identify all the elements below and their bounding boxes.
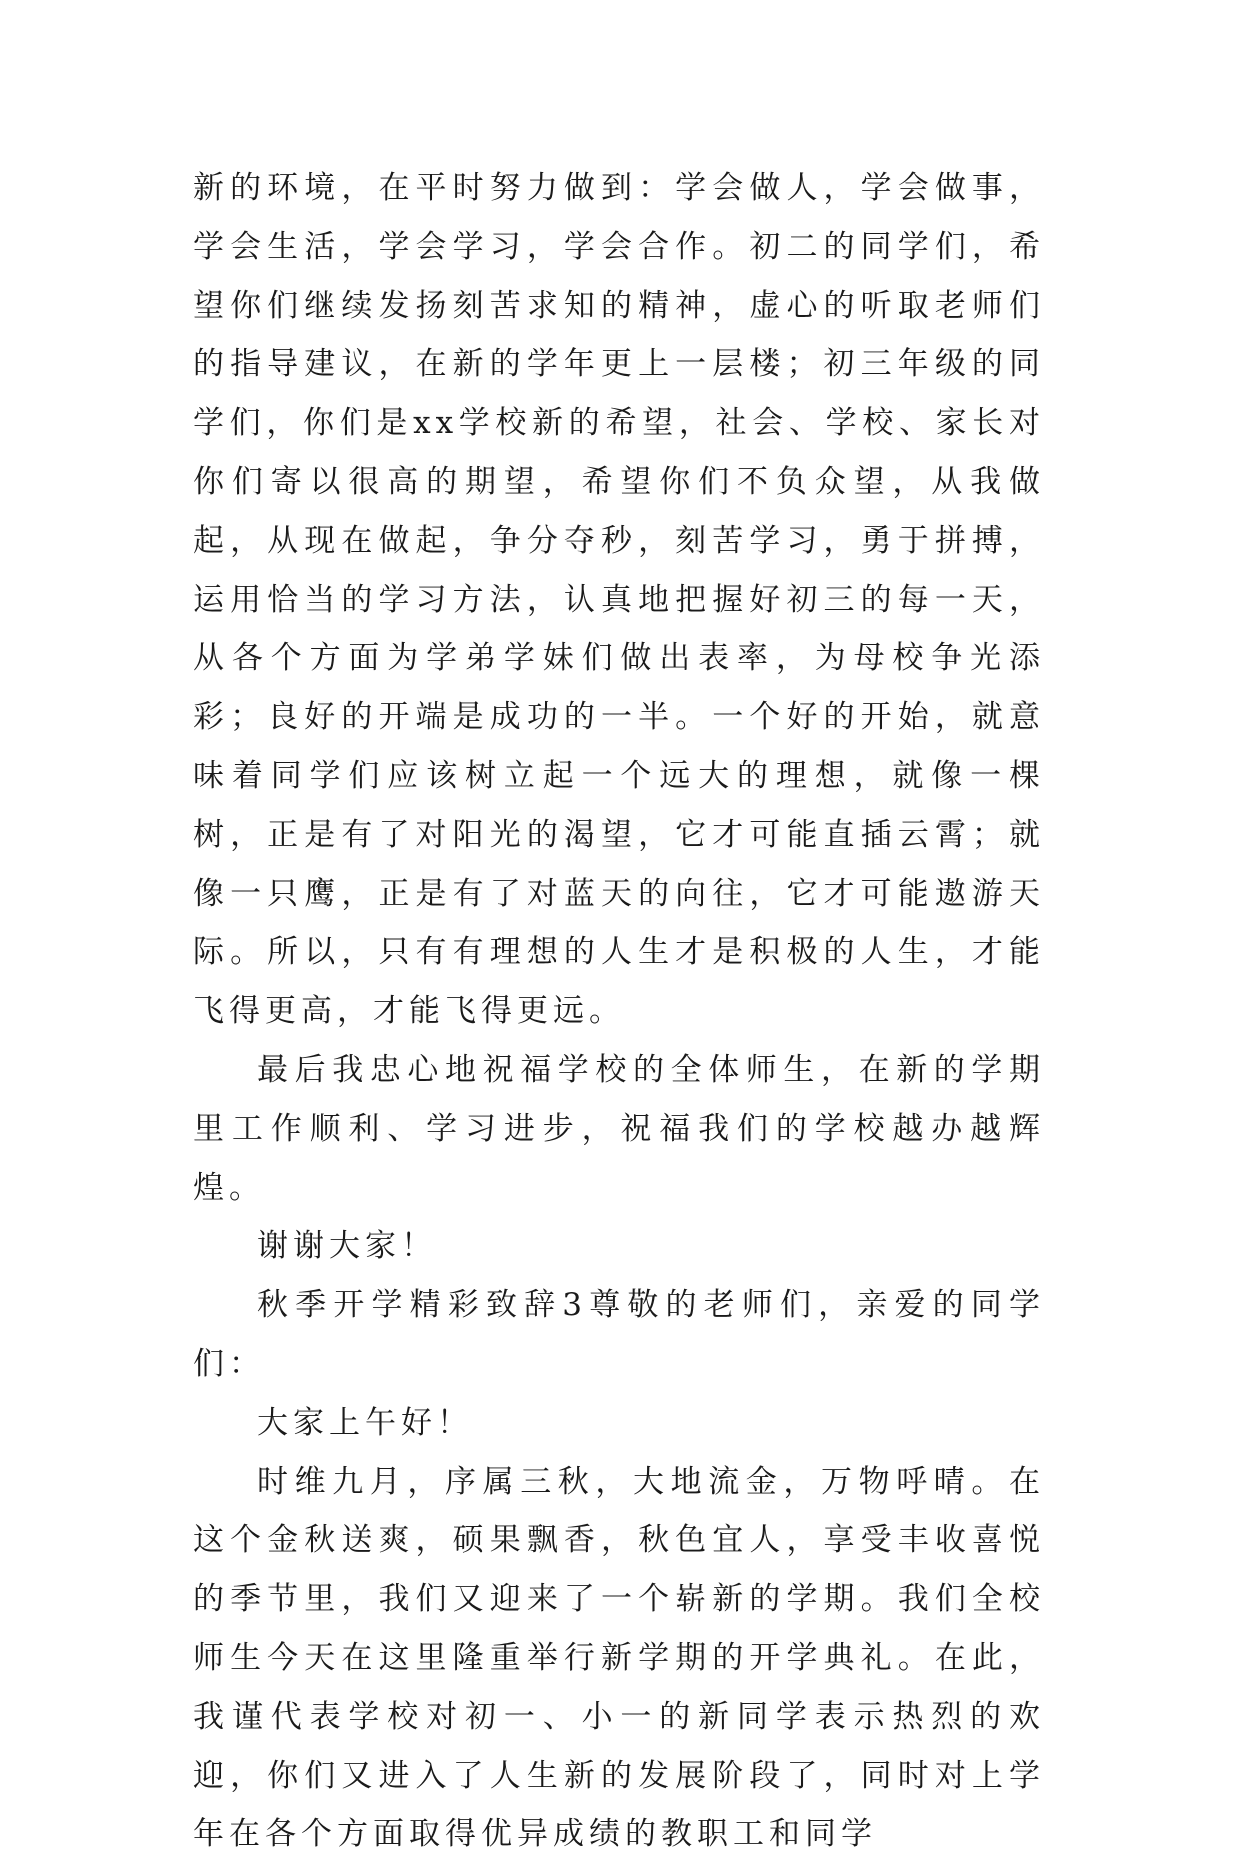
paragraph-3: 谢谢大家！ (257, 1228, 437, 1265)
paragraph-4: 秋季开学精彩致辞3尊敬的老师们，亲爱的同学们： (193, 1287, 1045, 1382)
paragraph-5: 大家上午好！ (257, 1404, 473, 1441)
document-body (193, 159, 1045, 1864)
paragraph-6: 时维九月，序属三秋，大地流金，万物呼晴。在这个金秋送爽，硕果飘香，秋色宜人，享受丰收喜悦的季节里，我们又迎来了一个崭新的学期。我们全校师生今天在这里隆重举行新学期的开学典礼。在此，我谨代表学校对初一、小一的新同学表示热烈的欢迎，你们又进入了人生新的发展阶段了，同时对上学年在各个方面取得优异成绩的教职工和同学 (193, 1463, 1045, 1853)
paragraph-1: 新的环境，在平时努力做到：学会做人，学会做事，学会生活，学会学习，学会合作。初二的同学们，希望你们继续发扬刻苦求知的精神，虚心的听取老师们的指导建议，在新的学年更上一层楼；初三年级的同学们，你们是xx学校新的希望，社会、学校、家长对你们寄以很高的期望，希望你们不负众望，从我做起，从现在做起，争分夺秒，刻苦学习，勇于拼搏，运用恰当的学习方法，认真地把握好初三的每一天，从各个方面为学弟学妹们做出表率，为母校争光添彩；良好的开端是成功的一半。一个好的开始，就意味着同学们应该树立起一个远大的理想，就像一棵树，正是有了对阳光的渴望，它才可能直插云霄；就像一只鹰，正是有了对蓝天的向往，它才可能遨游天际。所以，只有有理想的人生才是积极的人生，才能飞得更高，才能飞得更远。 (193, 170, 1045, 1030)
paragraph-2: 最后我忠心地祝福学校的全体师生，在新的学期里工作顺利、学习进步，祝福我们的学校越办越辉煌。 (193, 1051, 1045, 1206)
